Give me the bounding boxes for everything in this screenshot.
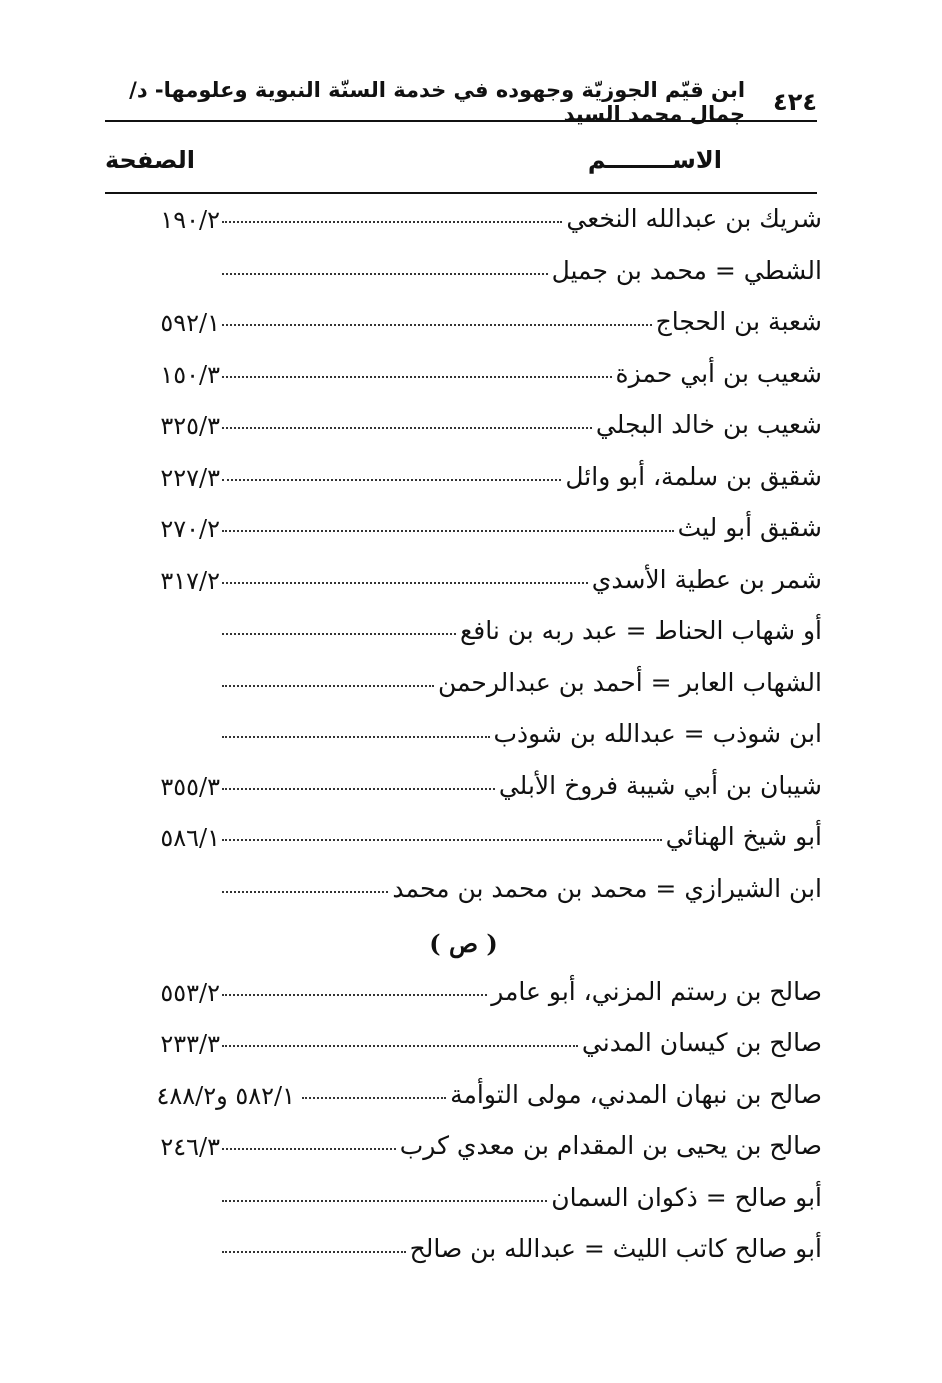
entry-page: ٥٨٢/١ و٤٨٨/٢	[156, 1081, 295, 1110]
dot-leader	[222, 324, 652, 326]
entry-name: أو شهاب الحناط = عبد ربه بن نافع	[459, 616, 822, 645]
section-letter: ( ص )	[429, 929, 498, 958]
entry-page: ٥٩٢/١	[160, 309, 220, 337]
index-entry	[105, 1127, 822, 1179]
index-entry	[105, 1076, 822, 1128]
entry-name: أبو صالح = ذكوان السمان	[551, 1182, 822, 1212]
dot-leader	[222, 1200, 547, 1202]
index-entry	[105, 664, 822, 716]
entry-name: شقيق أبو ليث	[677, 513, 822, 542]
dot-leader	[222, 479, 561, 481]
index-entry	[105, 767, 822, 819]
column-headers	[105, 140, 817, 194]
index-entry	[105, 1230, 822, 1282]
dot-leader	[222, 376, 612, 378]
index-entry	[105, 973, 822, 1025]
dot-leader	[222, 530, 674, 532]
entry-name: شمر بن عطية الأسدي	[591, 564, 822, 594]
name-column-label: الاســــــــم	[587, 146, 722, 174]
entry-name: شريك بن عبدالله النخعي	[566, 204, 822, 233]
page-number: ٤٢٤	[773, 88, 817, 116]
index-entry	[105, 200, 822, 252]
entry-page: ٣٥٥/٣	[160, 772, 220, 801]
entry-name: شيبان بن أبي شيبة فروخ الأبلي	[498, 770, 822, 800]
dot-leader	[222, 891, 388, 893]
entry-name: أبو شيخ الهنائي	[665, 822, 822, 851]
entry-name: صالح بن رستم المزني، أبو عامر	[491, 976, 822, 1006]
page-column-header: الصفحة	[105, 146, 196, 174]
dot-leader	[222, 788, 495, 790]
entry-page: ٢٣٣/٣	[160, 1030, 220, 1058]
book-title: ابن قيّم الجوزيّة وجهوده في خدمة السنّة النبوية وعلومها- د/جمال محمد السيد	[129, 78, 746, 126]
running-header	[105, 78, 817, 126]
index-entry	[105, 1179, 822, 1231]
index-entry	[105, 252, 822, 304]
entry-name: صالح بن كيسان المدني	[581, 1028, 822, 1057]
entry-name: صالح بن يحيى بن المقدام بن معدي كرب	[399, 1131, 822, 1160]
entry-page: ١٥٠/٣	[160, 360, 220, 389]
index-entry	[105, 715, 822, 767]
index-entry	[105, 870, 822, 922]
dot-leader	[222, 582, 588, 584]
entry-page: ٢٧٠/٢	[160, 515, 220, 543]
dot-leader	[222, 221, 562, 223]
dot-leader	[222, 736, 490, 738]
entry-name: شقيق بن سلمة، أبو وائل	[565, 461, 822, 491]
dot-leader	[302, 1097, 446, 1099]
index-entry	[105, 458, 822, 510]
entry-name: الشطي = محمد بن جميل	[551, 255, 822, 285]
index-entry	[105, 818, 822, 870]
entry-name: ابن شوذب = عبدالله بن شوذب	[493, 719, 822, 748]
dot-leader	[222, 994, 487, 996]
index-entry	[105, 612, 822, 664]
index-list	[105, 200, 822, 1282]
entry-page: ٥٥٣/٢	[160, 978, 220, 1007]
entry-name: ابن الشيرازي = محمد بن محمد بن محمد	[392, 873, 822, 903]
entry-name: شعيب بن أبي حمزة	[615, 358, 822, 388]
index-entry	[105, 355, 822, 407]
entry-page: ٣٢٥/٣	[160, 412, 220, 440]
index-entry	[105, 1024, 822, 1076]
entry-name: صالح بن نبهان المدني، مولى التوأمة	[450, 1079, 822, 1109]
entry-page: ٢٢٧/٣	[160, 463, 220, 492]
entry-page: ٣١٧/٢	[160, 566, 220, 595]
dot-leader	[222, 427, 592, 429]
index-entry	[105, 561, 822, 613]
entry-name: الشهاب العابر = أحمد بن عبدالرحمن	[437, 667, 822, 697]
dot-leader	[222, 273, 548, 275]
entry-page: ١٩٠/٢	[160, 206, 220, 234]
entry-name: أبو صالح كاتب الليث = عبدالله بن صالح	[409, 1234, 822, 1263]
dot-leader	[222, 1045, 578, 1047]
entry-page: ٥٨٦/١	[160, 824, 220, 852]
entry-name: شعيب بن خالد البجلي	[595, 410, 822, 439]
dot-leader	[222, 839, 662, 841]
index-entry	[105, 406, 822, 458]
entry-name: شعبة بن الحجاج	[655, 307, 822, 336]
index-entry	[105, 509, 822, 561]
dot-leader	[222, 685, 434, 687]
section-heading	[105, 921, 822, 973]
entry-page: ٢٤٦/٣	[160, 1133, 220, 1161]
index-entry	[105, 303, 822, 355]
dot-leader	[222, 1251, 406, 1253]
name-column-header	[588, 146, 722, 174]
dot-leader	[222, 1148, 396, 1150]
dot-leader	[222, 633, 456, 635]
